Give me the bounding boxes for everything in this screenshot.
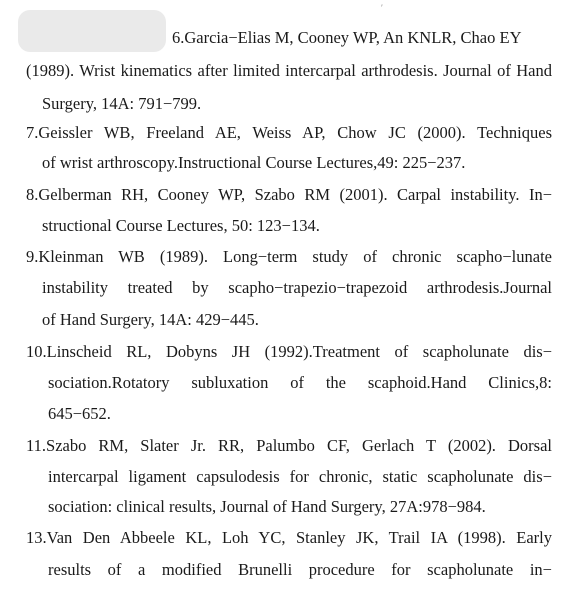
reference-9-line-2: instability treated by scapho−trapezio−trapezoid arthrodesis.Journal [42,278,552,297]
reference-11-line-3: sociation: clinical results, Journal of Hand Surgery, 27A:978−984. [48,497,486,516]
reference-6-line-2: (1989). Wrist kinematics after limited intercarpal arthrodesis. Journal of Hand [26,61,552,80]
reference-10-line-2: sociation.Rotatory subluxation of the scaphoid.Hand Clinics,8: [48,373,552,392]
stray-mark: ′ [381,3,383,13]
reference-9-line-1: 9.Kleinman WB (1989). Long−term study of chronic scapho−lunate [26,247,552,266]
reference-11-line-1: 11.Szabo RM, Slater Jr. RR, Palumbo CF, Gerlach T (2002). Dorsal [26,436,552,455]
reference-6-line-1: 6.Garcia−Elias M, Cooney WP, An KNLR, Chao EY [172,28,522,47]
reference-7-line-1: 7.Geissler WB, Freeland AE, Weiss AP, Chow JC (2000). Techniques [26,123,552,142]
reference-6-line-3: Surgery, 14A: 791−799. [42,94,202,113]
reference-10-line-1: 10.Linscheid RL, Dobyns JH (1992).Treatment of scapholunate dis− [26,342,552,361]
reference-8-line-2: structional Course Lectures, 50: 123−134. [42,216,320,235]
reference-9-line-3: of Hand Surgery, 14A: 429−445. [42,310,259,329]
reference-8-line-1: 8.Gelberman RH, Cooney WP, Szabo RM (2001). Carpal instability. In− [26,185,552,204]
reference-10-line-3: 645−652. [48,404,111,423]
redaction-mask [18,10,166,52]
reference-11-line-2: intercarpal ligament capsulodesis for chronic, static scapholunate dis− [48,467,552,486]
reference-13-line-2: results of a modified Brunelli procedure for scapholunate in− [48,560,552,579]
reference-7-line-2: of wrist arthroscopy.Instructional Course Lectures,49: 225−237. [42,153,466,172]
reference-13-line-1: 13.Van Den Abbeele KL, Loh YC, Stanley JK, Trail IA (1998). Early [26,528,552,547]
